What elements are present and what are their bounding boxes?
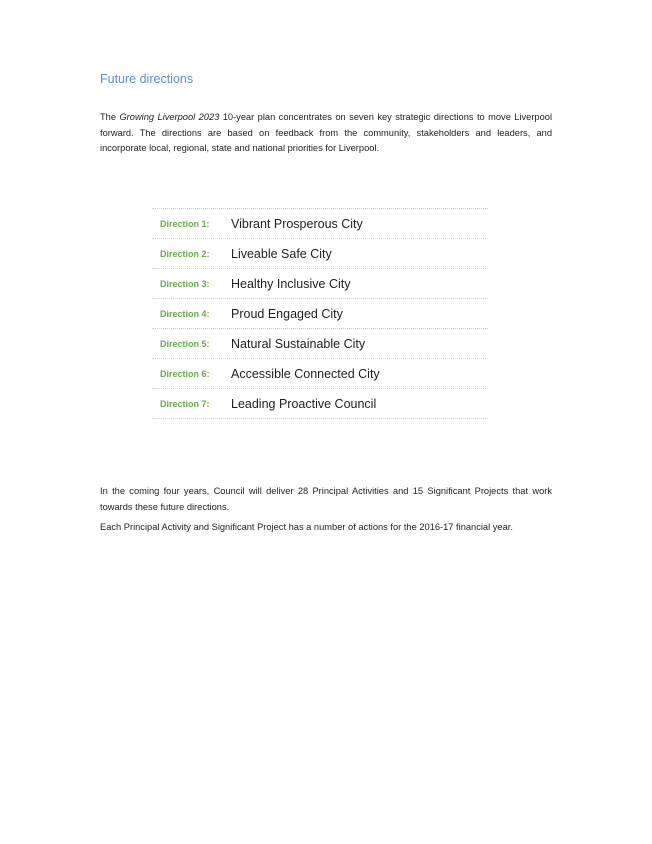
direction-name: Healthy Inclusive City (231, 276, 351, 291)
direction-label: Direction 3: (160, 278, 210, 289)
intro-text-start: The (100, 112, 120, 122)
direction-label: Direction 4: (160, 308, 210, 319)
plan-title: Growing Liverpool 2023 (119, 112, 220, 122)
direction-row (152, 329, 488, 359)
intro-paragraph (100, 110, 552, 157)
direction-label: Direction 1: (160, 218, 210, 229)
intro-text-end: 10-year plan concentrates on seven key strategic directions to move Liverpool forward. The directions are based on feedback from the community, stakeholders and leaders, and incorporate local, regional, state and national priorities for Liverpool. (100, 112, 553, 153)
direction-row (152, 209, 488, 239)
direction-label: Direction 2: (160, 248, 210, 259)
direction-name: Accessible Connected City (231, 366, 380, 381)
direction-row (152, 389, 488, 419)
direction-row (152, 299, 488, 329)
direction-row (152, 359, 488, 389)
directions-table (152, 208, 488, 419)
direction-row (152, 239, 488, 269)
direction-name: Leading Proactive Council (231, 396, 377, 411)
direction-name: Vibrant Prosperous City (231, 216, 363, 231)
direction-name: Liveable Safe City (231, 246, 332, 261)
direction-label: Direction 6: (160, 368, 210, 379)
direction-name: Natural Sustainable City (231, 336, 366, 351)
direction-label: Direction 7: (160, 398, 210, 409)
direction-row (152, 269, 488, 299)
section-heading: Future directions (100, 72, 194, 86)
direction-label: Direction 5: (160, 338, 210, 349)
activities-paragraph: In the coming four years, Council will deliver 28 Principal Activities and 15 Significant Projects that work towards these future directions. (100, 486, 552, 512)
actions-paragraph: Each Principal Activity and Significant Project has a number of actions for the 2016-17 financial year. (100, 522, 513, 532)
direction-name: Proud Engaged City (231, 306, 343, 321)
